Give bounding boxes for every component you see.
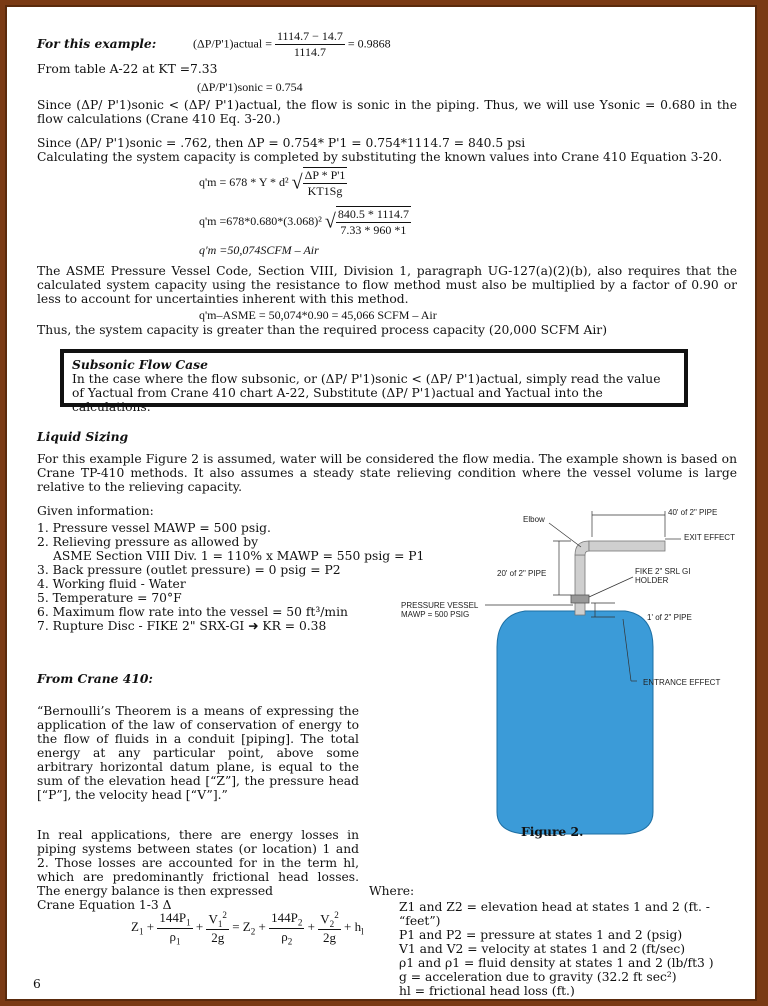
equation-sonic-ratio: (ΔP/P'1)sonic = 0.754 <box>197 80 303 94</box>
since-sonic-paragraph: Since (ΔP/ P'1)sonic < (ΔP/ P'1)actual, the flow is sonic in the piping. Thus, we will use Ysonic = 0.680 in the flow calculations (Crane 410 Eq. 3-20.) <box>37 98 737 126</box>
equation-result: = 0.9868 <box>347 36 391 51</box>
label-pipe-20: 20' of 2" PIPE <box>497 569 547 578</box>
q2-denominator: 7.33 * 960 *1 <box>340 223 407 237</box>
bernoulli-quote: “Bernoulli’s Theorem is a means of expressing the application of the law of conservation of energy to the flow of fluids in a conduit [piping]. The total energy at any particular point, above some arbitrary horizontal datum plane, is equal to the sum of the elevation head [“Z”], the pressure head [“P”], the velocity head [“V”].” <box>37 704 359 802</box>
given-item: 3. Back pressure (outlet pressure) = 0 psig = P2 <box>37 563 341 577</box>
where-label: Where: <box>369 884 415 898</box>
crane-heading: From Crane 410: <box>37 671 153 686</box>
label-pipe-1: 1' of 2" PIPE <box>647 613 692 622</box>
crane-equation-label: Crane Equation 1-3 Δ <box>37 898 172 912</box>
equation-substituted: q'm =678*0.680*(3.068)² √ $\frac{840.5 * 1114.7}{7.33 * 960 *1}$ <box>199 207 409 237</box>
pipe-elbow <box>575 541 589 555</box>
given-item: 5. Temperature = 70°F <box>37 591 182 605</box>
losses-paragraph: In real applications, there are energy losses in piping systems between states (or location) 1 and 2. Those losses are accounted for in the term hl, which are predominantly frictional head losses. The energy balance is then expressed <box>37 828 359 898</box>
label-holder: FIKE 2" SRL GI HOLDER <box>635 567 691 585</box>
given-item: ASME Section VIII Div. 1 = 110% x MAWP = 550 psig = P1 <box>53 549 425 563</box>
thus-line: Thus, the system capacity is greater than the required process capacity (20,000 SCFM Air) <box>37 323 607 337</box>
given-item: 7. Rupture Disc - FIKE 2" SRX-GI ➜ KR = 0.38 <box>37 619 327 633</box>
example-label: For this example: <box>37 36 157 51</box>
label-vessel: PRESSURE VESSEL MAWP = 500 PSIG <box>401 601 479 619</box>
where-item: ρ1 and ρ1 = fluid density at states 1 and 2 (lb/ft3 ) <box>399 956 714 970</box>
where-item: P1 and P2 = pressure at states 1 and 2 (psig) <box>399 928 683 942</box>
calc-intro: Calculating the system capacity is completed by substituting the known values into Crane 410 Equation 3-20. <box>37 150 723 164</box>
equation-numerator: 1114.7 − 14.7 <box>276 29 343 43</box>
given-item: 4. Working fluid - Water <box>37 577 186 591</box>
label-entrance-effect: ENTRANCE EFFECT <box>643 678 721 687</box>
subsonic-title: Subsonic Flow Case <box>72 357 208 372</box>
given-list <box>37 521 424 633</box>
horizontal-pipe <box>589 541 665 551</box>
given-label: Given information: <box>37 504 154 518</box>
given-item: 2. Relieving pressure as allowed by <box>37 535 259 549</box>
where-item: V1 and V2 = velocity at states 1 and 2 (ft/sec) <box>399 942 686 956</box>
q1-denominator: KT1Sg <box>307 184 343 198</box>
subsonic-text: In the case where the flow subsonic, or (ΔP/ P'1)sonic < (ΔP/ P'1)actual, simply read the value of Yactual from Crane 410 chart A-22, Substitute (ΔP/ P'1)actual and Yactual into the calculations. <box>72 372 661 414</box>
liquid-heading: Liquid Sizing <box>37 429 129 444</box>
asme-paragraph: The ASME Pressure Vessel Code, Section VIII, Division 1, paragraph UG-127(a)(2)(b), also requires that the calculated system capacity using the resistance to flow method must also be multiplied by a factor of 0.90 or less to account for uncertainties inherent with this method. <box>37 264 737 306</box>
vertical-pipe <box>575 555 585 615</box>
where-list <box>399 900 751 998</box>
where-item: hl = frictional head loss (ft.) <box>399 984 575 998</box>
q2-numerator: 840.5 * 1114.7 <box>337 207 409 221</box>
given-item: 1. Pressure vessel MAWP = 500 psig. <box>37 521 271 535</box>
subsonic-flow-box <box>60 349 688 414</box>
pressure-vessel <box>497 611 653 834</box>
equation-actual-ratio <box>193 29 391 60</box>
equation-3-20: q'm = 678 * Y * d² √ $\frac{\Delta P * P'1}{KT1Sg}$ <box>199 168 346 198</box>
page <box>5 5 757 1001</box>
label-exit-effect: EXIT EFFECT <box>684 533 735 542</box>
equation-asme: q'm–ASME = 50,074*0.90 = 45,066 SCFM – Air <box>199 308 437 322</box>
equation-denominator: 1114.7 <box>293 45 326 59</box>
equation-result-air: q'm =50,074SCFM – Air <box>199 243 319 257</box>
where-item: g = acceleration due to gravity (32.2 ft sec²) <box>399 970 677 984</box>
q1-numerator: ΔP * P'1 <box>304 168 346 182</box>
label-pipe-40: 40' of 2" PIPE <box>668 508 718 517</box>
q2-lhs: q'm =678*0.680*(3.068)² <box>199 213 322 228</box>
label-elbow: Elbow <box>523 515 545 524</box>
given-item: 6. Maximum flow rate into the vessel = 50 ft³/min <box>37 605 348 619</box>
liquid-paragraph: For this example Figure 2 is assumed, water will be considered the flow media. The example shown is based on Crane TP-410 methods. It also assumes a steady state relieving condition where the vessel volume is large relative to the relieving capacity. <box>37 452 737 494</box>
page-number: 6 <box>33 977 41 991</box>
since-delta-p-line: Since (ΔP/ P'1)sonic = .762, then ΔP = 0.754* P'1 = 0.754*1114.7 = 840.5 psi <box>37 136 526 150</box>
disc-holder <box>571 595 589 603</box>
figure-2-diagram <box>385 497 757 837</box>
where-item: Z1 and Z2 = elevation head at states 1 and 2 (ft. - “feet”) <box>399 900 710 928</box>
equation-lhs: (ΔP/P'1)actual = <box>193 36 272 51</box>
q1-lhs: q'm = 678 * Y * d² <box>199 174 289 189</box>
bernoulli-equation: $Z_1$ + $\frac{144P_1}{\rho_1}$ + $\frac{V_1^2}{2g}$ = $Z_2$ + $\frac{144P_2}{\rho_2}$ + $\frac{V_2^2}{2g}$ + $h_l$ <box>131 910 364 947</box>
figure-caption: Figure 2. <box>521 824 584 839</box>
from-table-line: From table A-22 at KT =7.33 <box>37 62 218 76</box>
